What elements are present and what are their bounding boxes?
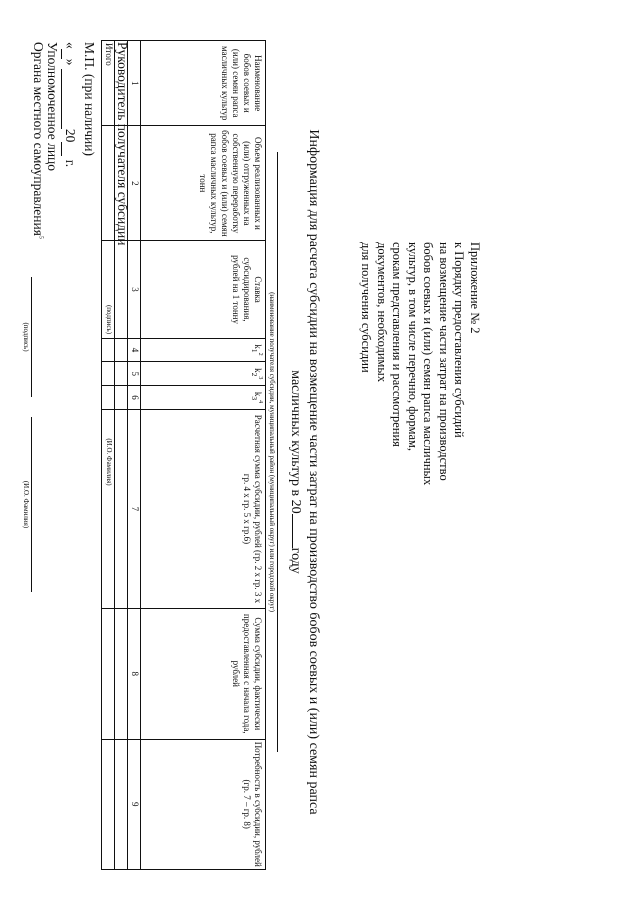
month-blank [61, 69, 78, 129]
title-line-1: Информация для расчета субсидии на возмещение части затрат на производство бобов соевых и (или) семян рапса [306, 129, 321, 815]
header-cell: Расчетная сумма субсидии, рублей (гр. 2 х гр. 3 х гр. 4 х гр. 5 х гр.6) [141, 409, 266, 608]
header-cell: Ставка субсидирования, рублей на 1 тонну [141, 241, 266, 338]
k-letter: k [253, 391, 263, 397]
header-cell-k1 [141, 338, 266, 362]
auth-signature-caption: (подпись) [22, 322, 30, 352]
head-signature-label: Руководитель получателя субсидии [115, 42, 130, 246]
column-number: 5 [128, 362, 141, 386]
seal-note: М.П. (при наличии) [82, 42, 97, 156]
annex-line: к Порядку предоставления субсидий [452, 242, 467, 438]
year-blank-footer [61, 142, 78, 156]
annex-line: бобов соевых и (или) семян рапса масличных [421, 242, 436, 486]
annex-header [358, 242, 482, 662]
header-cell-k3 [141, 386, 266, 410]
document-page [22, 32, 510, 882]
total-label: Итого [102, 41, 115, 126]
table-cell [102, 739, 115, 870]
annex-line: на возмещение части затрат на производство [437, 242, 451, 481]
date-suffix: г. [63, 159, 78, 168]
k-letter: k [253, 344, 263, 349]
date-line [61, 42, 78, 882]
title-line-2 [287, 72, 305, 872]
auth-signature-line [31, 277, 32, 397]
column-number: 4 [128, 338, 141, 362]
column-number: 2 [128, 126, 141, 241]
header-cell: Потребность в субсидии, рублей (гр. 7 – гр. 8) [141, 739, 266, 870]
title-line-2-suffix: году [288, 547, 303, 574]
table-cell [102, 126, 115, 241]
date-open: « [63, 42, 78, 49]
day-blank [61, 49, 78, 59]
column-number: 1 [128, 41, 141, 126]
auth-name-caption: (И.О. Фамилия) [22, 480, 30, 529]
column-number: 8 [128, 609, 141, 739]
authorized-person [31, 42, 59, 882]
k-sup: 3 [257, 376, 263, 380]
table-cell [102, 609, 115, 739]
auth-name-line [31, 417, 32, 592]
column-number: 6 [128, 386, 141, 410]
header-cell: Объем реализованных и (или) отгруженных на собственную переработку бобов соевых и (или) семян рапса масличных культур, тонн [141, 126, 266, 241]
authorized-line-1: Уполномоченное лицо [45, 42, 60, 172]
authorized-line-2-text: Органа местного самоуправления [31, 42, 46, 236]
k-sub: 1 [250, 348, 260, 353]
k-sup: 2 [257, 352, 263, 356]
head-name-caption: (И.О. Фамилия) [105, 438, 113, 486]
column-number: 7 [128, 409, 141, 608]
recipient-line [277, 152, 278, 752]
annex-line: Приложение № 2 [468, 242, 482, 334]
annex-line: срокам представления и рассмотрения [390, 242, 405, 447]
column-number: 3 [128, 241, 141, 338]
column-number: 9 [128, 739, 141, 870]
head-signature-caption: (подпись) [105, 304, 113, 335]
annex-line: документов, необходимых [375, 242, 389, 383]
header-cell: Сумма субсидии, фактически предоставленная с начала года, рублей [141, 609, 266, 739]
footnote-mark: 5 [37, 235, 44, 239]
recipient-caption: (наименование получателя субсидии, муниципальный район (муниципальный округ) или городской округ) [268, 292, 276, 612]
head-signature-line [114, 262, 115, 377]
k-sub: 2 [250, 372, 260, 377]
document-title [287, 72, 322, 872]
annex-line: культур, в том числе перечню, формам, [406, 242, 420, 452]
k-sub: 3 [250, 396, 260, 401]
k-sup: 4 [257, 400, 263, 404]
header-cell: Наименование бобов соевых и (или) семян рапса масличных культур [141, 41, 266, 126]
table-header-row [141, 41, 266, 870]
k-letter: k [253, 368, 263, 373]
year-blank [292, 514, 305, 548]
annex-line: для получения субсидии [359, 242, 374, 373]
head-name-line [114, 397, 115, 527]
header-cell-k2 [141, 362, 266, 386]
date-close: » [63, 58, 78, 66]
authorized-line-2 [31, 42, 45, 882]
title-line-2-prefix: масличных культур в 20 [288, 370, 303, 514]
date-year: 20 [63, 128, 78, 143]
